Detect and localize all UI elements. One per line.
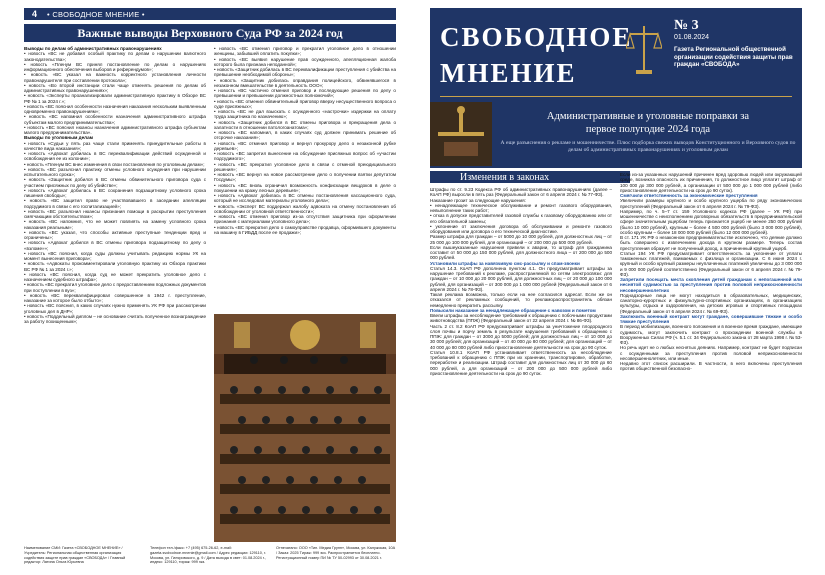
paragraph: Наказание грозит за следующие нарушения: xyxy=(430,197,526,203)
imprint-contacts: Телефон тел./факс: +7 (495) 675-26-62, e-mail: gazeta.svobodnoe.mnenie@gmail.com / Адрес редакции: 129110, г. Москва, ул. Гиляровского, д. 9 / Дата выхода в свет: 01.08.2024 г., индекс: 129110, тираж: 999 экз. xyxy=(150,546,266,565)
paragraph: • новость «ВС отменил приговор из-за отсутствия защитника при оформлении признания с материалами уголовного дела»; xyxy=(214,214,396,225)
paragraph: • новость «ВС отменил приговор и вернул прокурору дело о незаконной рубке деревьев»; xyxy=(214,140,396,151)
paragraph: • новость «ВС частично отменил приговор и последующие решения по делу о превышении и превышении должностных полномочий»; xyxy=(214,88,396,99)
front-column-2 xyxy=(620,172,802,571)
paragraph: • новость «Поддельный диплом – не основание считать полученное вознаграждение за работу похищенным»; xyxy=(24,313,206,324)
front-column-1 xyxy=(430,187,612,571)
masthead-logo-line2: МНЕНИЕ xyxy=(440,58,577,88)
paragraph: • новость «ВС пояснил нюансы назначения административного штрафа субъектам малого предпринимательства». xyxy=(24,124,206,135)
paragraph: • новость «ВС запретил вынесение на обсуждение присяжных вопрос об «участии подсудимого»; xyxy=(214,151,396,162)
lead-illustration xyxy=(430,102,492,166)
paragraph: • новость «Во второй инстанции стали чаще отменять решения по делам об административных правонарушениях»; xyxy=(24,82,206,93)
paragraph: • новость «Защитник добилась оправдания полицейского, обвинявшегося в незаконном вмешательстве в деятельность ООО»; xyxy=(214,77,396,88)
courtroom-photo xyxy=(214,314,396,542)
paragraph: • новость «Адвокат добилась в ВС сохранения подзащитному условного срока лишения свободы»; xyxy=(24,187,206,198)
front-headline-line1: Административные и уголовные поправки за xyxy=(546,111,750,122)
paragraph: • новость «ВС защитил право не участвовавшего в заседании апелляции подсудимого в связи с его госпитализацией»; xyxy=(24,198,206,209)
paragraph: • новость «ВС вернул на новое рассмотрение дело о получении взятки депутатом Госдумы»; xyxy=(214,172,396,183)
subheading: Заключить военный контракт могут граждане, совершившие тяжкие и особо тяжкие преступления xyxy=(620,313,802,324)
paragraph: Ввели штрафы за несоблюдение требований к обращению с побочными продуктами животноводства (ППЖ) (Федеральный закон от 22 апреля 2024 г. № 86-ФЗ). xyxy=(430,313,612,324)
paragraph: • отказ в допуске представителей газовой службы к газовому оборудованию или от его обязательной замены; xyxy=(430,213,612,224)
paragraph: Размер штрафа для граждан – от 5000 до 10 000 рублей, для должностных лиц – от 25 000 до 100 000 рублей, для организаций – от 200 000 до 500 000 рублей. xyxy=(430,234,612,245)
front-intro: А еще разъяснения о рекламе и мошенничестве. Плюс подборка свежих выводов Конституционного и Верховного судов по делам об административных правонарушениях и уголовным делам xyxy=(500,140,796,153)
paragraph: • новость «ВС напомнил особенности назначения административного штрафа субъектам малого предпринимательства»; xyxy=(24,114,206,125)
paragraph: • новость «ВС пояснил особенности назначения наказания нескольким выявленным одновременно правонарушениям»; xyxy=(24,103,206,114)
subheading: Установили штрафы за навязчивую смс-рассылку и спам-звонки xyxy=(430,260,580,266)
masthead-tagline: Газета Региональной общественной организации содействия защиты прав граждан «СВОБОДА» xyxy=(674,46,793,68)
page-number: 4 xyxy=(32,9,38,19)
article-column-1 xyxy=(24,46,206,542)
paragraph: • новость «Адвокат добилась в ВС переквалификации действий осужденной и освобождения ее из колонии»; xyxy=(24,151,206,162)
paragraph: Увеличили размеры крупного и особо крупного ущерба по ряду экономических преступлений (Федеральный закон от 6 апреля 2024 г. № 79-ФЗ). xyxy=(620,198,802,209)
paragraph: • новость «ВС вновь ограничил возможность конфискации вещдоков в деле о покушении на кражу лесных деревьев»; xyxy=(214,182,396,193)
paragraph: • новость «Эксперт ВС поддержал жалобу адвоката на отмену постановления об освобождении от уголовной ответственности»; xyxy=(214,203,396,214)
newspaper-name: • СВОБОДНОЕ МНЕНИЕ • xyxy=(47,9,145,19)
scales-icon xyxy=(626,24,662,76)
paragraph: • новость «ВС прекратил уголовное дело с предоставлением подложных документов при поступлении в вуз»; xyxy=(24,282,206,293)
article-title: Важные выводы Верховного Суда РФ за 2024 год xyxy=(24,24,396,42)
paragraph: • новость «ВС не добавил особый практику по делам о нарушении валютного законодательства»; xyxy=(24,51,206,62)
paragraph: • новость «Адвокаты прокомментировали уголовную практику из Обзора практики ВС РФ № 1 за 2024 г.»; xyxy=(24,261,206,272)
paragraph: • новость «ВС переквалифицировал совершенное в 1942 г. преступление, наказание за которое было отбыто»; xyxy=(24,292,206,303)
paragraph: • новость «Пленум ВС внес изменения в свои постановления по уголовным делам»; xyxy=(24,161,205,167)
subheading: Выводы по делам об административных правонарушениях xyxy=(24,46,162,51)
paragraph: Такая реклама возможна, только если на нее согласился адресат. Если же он отказался от рекламных сообщений, то рекламораспространитель обязан немедленно прекратить рассылку. xyxy=(430,292,612,308)
running-header xyxy=(24,8,396,20)
paragraph: • новость «Судьи у пять раз чаще стали применять принудительные работы в качестве вида наказания»; xyxy=(24,140,206,151)
paragraph: • новость «ВС пояснил, когда суд не может прекратить уголовное дело с назначением судебного штрафа»; xyxy=(24,271,206,282)
paragraph: Если вышеуказанные нарушения привели к аварии, то штраф для гражданина составит от 50 000 до 150 000 рублей, для должностного лица – от 200 000 до 500 000 рублей. xyxy=(430,244,612,261)
subheading: Выводы по уголовным делам xyxy=(24,135,94,141)
paragraph: Статья 14.3. КоАП РФ дополнена пунктом 4.1. Он предусматривает штрафы за нарушение требований к рекламе, распространяемой по сетям электросвязи: для граждан – от 10 000 до 20 000 рублей, для должностных лиц – от 20 000 до 100 000 рублей, для организаций – от 300 000 до 1 000 000 рублей (Федеральный закон от 6 апреля 2024 г. № 78-ФЗ). xyxy=(430,265,612,292)
paragraph: • новость «ВС выявил нарушение прав осужденного, апелляционная жалоба которого была признана неподанной»; xyxy=(214,56,396,67)
paragraph: • новость «ВС пояснил, когда суды должны учитывать редакцию нормы УК на момент вынесения приговора»; xyxy=(24,250,206,261)
paragraph: • новость «ВС напомнил, что не может повлиять на замену условного срока наказания реальным»; xyxy=(24,219,206,230)
paragraph: Поднадзорные лица не могут находиться в образовательных, медицинских, санаторно-курортных и физкультурно-спортивных организациях, в организациях культуры, отдыха и оздоровления, на детских игровых и спортивных площадках (Федеральный закон от 6 апреля 2024 г. № 69-ФЗ). xyxy=(620,292,802,314)
issue-date: 01.08.2024 xyxy=(674,34,710,41)
paragraph: • новость «ВС не дал взыскать с осужденного «настрочки» издержки на оплату труда защитника по назначению»; xyxy=(214,109,396,120)
front-headline-line2: первое полугодие 2024 года xyxy=(585,124,711,135)
paragraph: В ст. 171 УК РФ о незаконном предпринимательстве исключено, что деяние должно быть совершено с извлечением дохода в крупном размере. Теперь состав преступления образует не полученный доход, а причиненный крупный ущерб. xyxy=(620,235,802,251)
paragraph: Штрафы по ст. 9.23 Кодекса РФ об административных правонарушениях (далее – КоАП РФ) выросли в пять раз (Федеральный закон от 6 апреля 2024 г. № 77-ФЗ). xyxy=(430,187,612,198)
issue-number: № 3 xyxy=(674,18,699,33)
paragraph: • новость «Адвокат добилась в ВС отмены постановления кассационного суда, который не исследовал материалы уголовного дела»; xyxy=(214,193,396,204)
paragraph: • новость «Пленум ВС принял постановление по делам о нарушениях информационного обеспечения выборов и референдумов»; xyxy=(24,61,206,72)
paragraph: Например, по ч. 5–7 ст. 159 Уголовного кодекса РФ (далее – УК РФ) при мошенничестве с неисполнением договорных обязательств в предпринимательской сфере значительным ущербом теперь признается ущерб не менее 250 000 рублей (было 10 000 рублей), крупным – более 4 500 000 рублей (было 3 000 000 рублей), особо крупным – более 18 000 000 рублей (было 12 000 000 рублей). xyxy=(620,208,802,235)
subheading: Смягчили ответственность за экономические преступления xyxy=(620,193,758,198)
paragraph: В период мобилизации, военного положения и в военное время граждане, имеющие судимость, могут заключить контракт о прохождении военной службы в Вооруженных Силах РФ (ч. 5.1 ст. 34 Федерального закона от 28 марта 1998 г. № 53-ФЗ). xyxy=(620,324,802,345)
paragraph: Если из-за указанных нарушений причинен вред здоровью людей или окружающей среде, возникла опасность их причинения, то должностное лицо уплатит штраф от 100 000 до 300 000 рублей, а организации от 500 000 до 1 000 000 рублей (либо приостановление деятельности на срок до 90 суток). xyxy=(620,172,802,193)
paragraph: Но речь идет не о любых неснятых деяниях. Например, контракт не будет подписан с осужденными за преступления против половой неприкосновенности несовершеннолетних, или иные. xyxy=(620,345,802,361)
front-headline-block xyxy=(430,111,802,168)
paragraph: • новость «ВС разъяснил практику отмены условного осуждения при нарушении испытательного срока»; xyxy=(24,166,206,177)
paragraph: • новость «Защитник добился в ВС отмены обвинительного приговора суда с участием присяжных по делу об убийстве»; xyxy=(24,177,206,188)
paragraph: • новость «ВС пояснил, в каких случаях нужно применять УК РФ при рассмотрении уголовных дел в ДНР»; xyxy=(24,303,206,314)
paragraph: Статьи 194 УК РФ предусматривает ответственность за уклонение от уплаты таможенных платежей, взимаемых с физлица и организации. С 6 июня 2024 г. крупный и особо крупный размеры неуплаченных платежей увеличены до 3 000 000 и 9 000 000 рублей соответственно (Федеральный закон от 6 апреля 2024 г. № 79-ФЗ). xyxy=(620,250,802,277)
paragraph: Недавно этот список расширили. В частности, в него включены преступления против общественной безопасно- xyxy=(620,361,802,372)
imprint-publisher: Наименование СМИ: Газета «СВОБОДНОЕ МНЕНИЕ» / Учредитель: Региональная общественная организация содействия защите прав граждан «СВОБОДА» / Главный редактор: Латина Ольга Юрьевна xyxy=(24,546,126,565)
article-column-2 xyxy=(214,46,396,308)
subheading: Повысили наказание за ненадлежащее обращение с навозом и пометом xyxy=(430,307,596,313)
paragraph: • новость «Эксперты проанализировали административную практику в Обзоре ВС РФ № 1 за 2024 г.»; xyxy=(24,93,206,104)
paragraph: • новость «ВС разъяснил нюансы признания помощи в раскрытии преступления смягчающим обстоятельством»; xyxy=(24,208,206,219)
subheading: Запретили посещать места скопления детей гражданам с непогашенной или неснятой судимостью за преступления против половой неприкосновенности несовершеннолетних xyxy=(620,277,802,293)
paragraph: • новость «ВС прекратил дело о самоуправстве продавца, оформившего документы на машину в ГИБДД после ее продажи»; xyxy=(214,224,396,235)
paragraph: • новость «ВС напомнил, в каких случаях суд должен принимать решение об отсрочке наказания»; xyxy=(214,130,396,141)
paragraph: Статья 10.8.1 КоАП РФ устанавливает ответственность за несоблюдение требований к обращению с ППЖ при их хранении, транспортировке, обработке, переработке и реализации. Штраф составит для должностных лиц от 30 000 до 60 000 рублей, а для организаций – от 200 000 до 500 000 рублей либо приостановление деятельности на срок до 90 суток. xyxy=(430,349,612,376)
paragraph: • новость «ВС отменил приговор и прекратил уголовное дело в отношении женщины, забывшей оплатить покупки»; xyxy=(214,46,396,57)
paragraph: • новость «ВС указал, что способы активные преступные тенденции вред и ограничены»; xyxy=(24,229,206,240)
section-title: Изменения в законах xyxy=(430,171,630,183)
paragraph: • новость «ВС прекратил уголовное дело в связи с отменой преюдициального решения»; xyxy=(214,161,396,172)
paragraph: • ненадлежащее техническое обслуживание и ремонт газового оборудования, невыполнение таких работ; xyxy=(430,202,612,213)
imprint-printing: Отпечатано: ООО «Тип. Медиа Групп», Москва, ул. Калужская, 10А / Заказ: 2025 Тираж: 999 экз. Распространяется бесплатно. Регистрационный номер ПИ № ТУ 50-02993 от 30.08.2021 г. xyxy=(276,546,396,560)
paragraph: • новость «ВС отменил обвинительный приговор вверху несущественного вопроса о суде присяжных»; xyxy=(214,98,396,109)
paragraph: • новость «Адвокат добился в ВС отмены приговора подзащитному по делу о «взломе»»; xyxy=(24,240,206,251)
paragraph: • новость «ВС указал на важность корректного установления личности правонарушителя при составлении протокола»; xyxy=(24,72,206,83)
paragraph: • новость «Защитник добилась в ВС переквалификации преступления с убийства на превышение необходимой обороны»; xyxy=(214,67,396,78)
masthead-logo-line1: СВОБОДНОЕ xyxy=(440,22,633,52)
paragraph: • уклонение от заключения договора об обслуживании и ремонте газового оборудования или договора о его технической диагностике. xyxy=(430,223,612,234)
paragraph: Часть 2 ст. 8.2 КоАП РФ предусматривает штрафы за уничтожение плодородного слоя почвы и порчу земель в результате нарушения требований к обращению с ППЖ: для граждан – от 3000 до 5000 рублей; для должностных лиц – от 10 000 до 30 000 рублей; для организаций – от 40 000 до 80 000 рублей; для организаций – от 40 000 до 80 000 рублей либо приостановление деятельности на срок до 90 суток. xyxy=(430,323,612,350)
paragraph: • новость «Защитник добился в ВС отмены приговора и прекращения дела о халатности в отношении патологоанатома»; xyxy=(214,119,396,130)
